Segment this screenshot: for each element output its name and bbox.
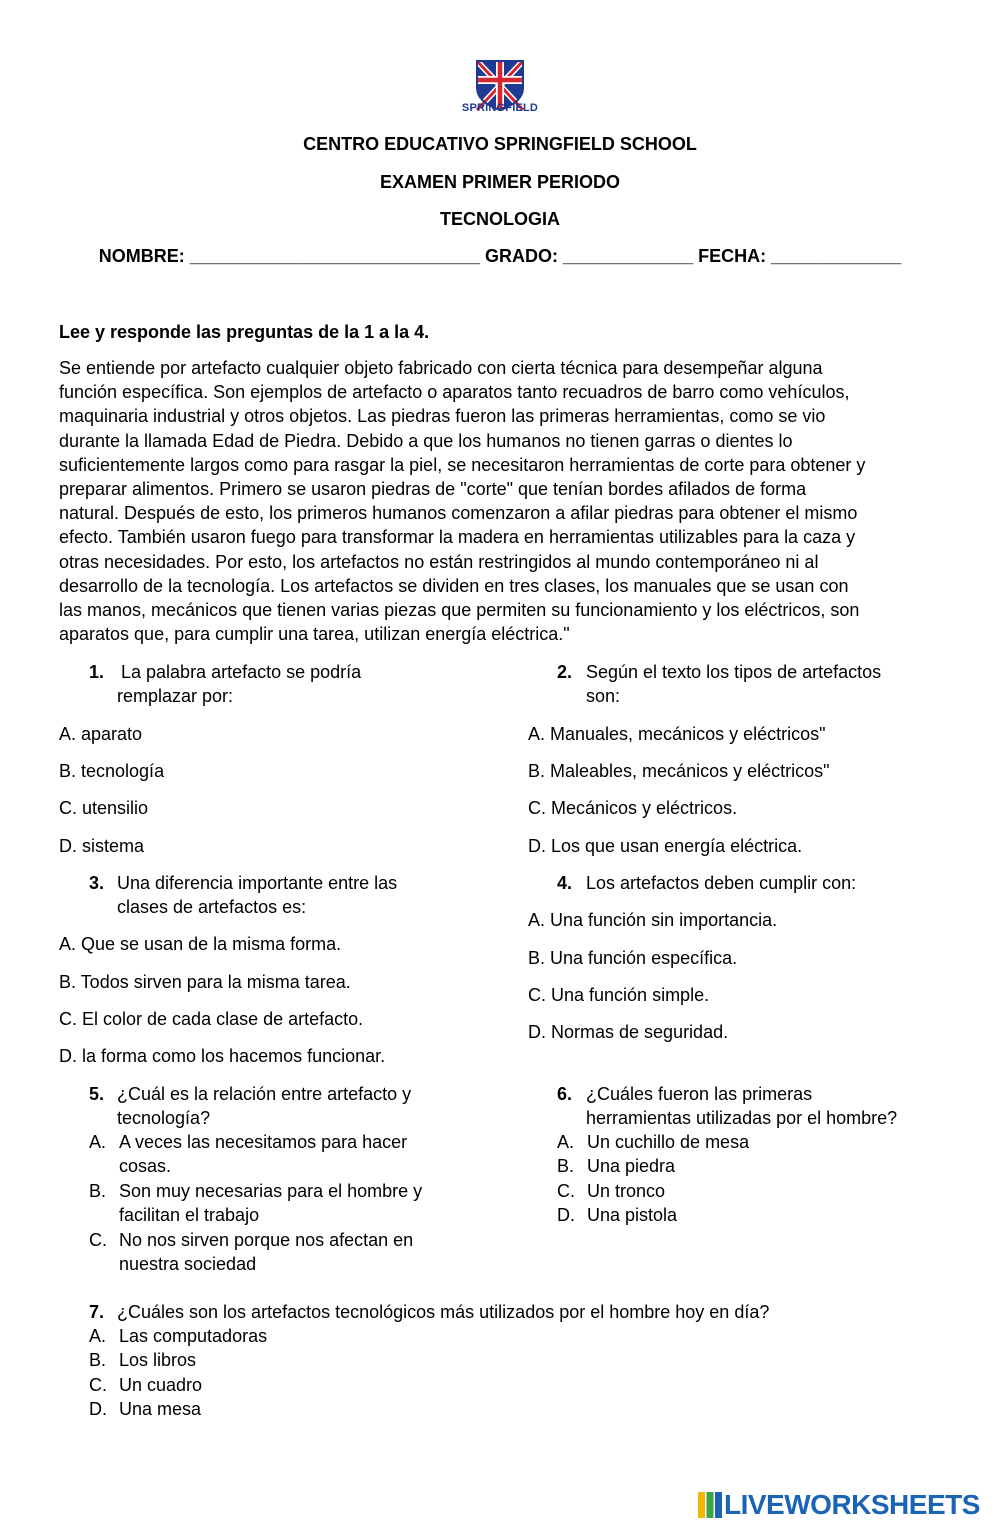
subject-title: TECNOLOGIA xyxy=(440,209,560,229)
reading-line: aparatos que, para cumplir una tarea, utilizan energía eléctrica." xyxy=(59,624,570,645)
q1-option-b[interactable]: B. tecnología xyxy=(59,761,165,781)
reading-line: suficientemente largos como para rasgar la piel, se necesitaron herramientas de corte para obtener y xyxy=(59,454,866,475)
q4-option-b[interactable]: B. Una función específica. xyxy=(528,948,738,968)
q1-option-d[interactable]: D. sistema xyxy=(59,836,145,856)
reading-line: desarrollo de la tecnología. Los artefactos se dividen en tres clases, los manuales que se usan con xyxy=(59,575,849,596)
option-letter: A. xyxy=(89,1132,107,1152)
q6-text-line2: herramientas utilizadas por el hombre? xyxy=(586,1108,898,1128)
option-text: Son muy necesarias para el hombre y xyxy=(119,1180,423,1201)
reading-line: función específica. Son ejemplos de artefacto o aparatos tanto recuadros de barro como vehículos, xyxy=(59,382,850,403)
option-letter: D. xyxy=(557,1205,575,1226)
liveworksheets-brand: LIVEWORKSHEETS xyxy=(724,1489,980,1520)
q2-option-c[interactable]: C. Mecánicos y eléctricos. xyxy=(528,798,738,818)
liveworksheets-logo-icon xyxy=(697,1491,723,1519)
q5-text-line1: ¿Cuál es la relación entre artefacto y xyxy=(117,1084,412,1104)
q5-option-a[interactable] xyxy=(89,1130,489,1154)
option-text: A veces las necesitamos para hacer xyxy=(119,1132,408,1152)
q6-number: 6. xyxy=(557,1084,573,1104)
q1-number: 1. xyxy=(89,662,105,682)
option-text: No nos sirven porque nos afectan en xyxy=(119,1229,414,1250)
option-text: cosas. xyxy=(119,1156,172,1177)
q2-option-a[interactable]: A. Manuales, mecánicos y eléctricos" xyxy=(528,724,826,744)
q2-option-d[interactable]: D. Los que usan energía eléctrica. xyxy=(528,836,803,856)
option-text: Los libros xyxy=(119,1350,197,1371)
exam-title: EXAMEN PRIMER PERIODO xyxy=(379,172,621,192)
q7-option-d[interactable] xyxy=(89,1397,489,1421)
reading-line: natural. Después de esto, los primeros humanos comenzaron a afilar piedras para obtener el mismo xyxy=(59,503,858,524)
reading-line: durante la llamada Edad de Piedra. Debido a que los humanos no tienen garras o dientes lo xyxy=(59,430,793,451)
reading-passage xyxy=(59,356,949,646)
reading-line: Se entiende por artefacto cualquier objeto fabricado con cierta técnica para desempeñar alguna xyxy=(59,358,823,378)
reading-line: efecto. También usaron fuego para transformar la madera en herramientas utilizables para la caza y xyxy=(59,527,856,548)
option-text: facilitan el trabajo xyxy=(119,1205,260,1226)
option-text: Un tronco xyxy=(587,1180,666,1201)
q7-number: 7. xyxy=(89,1302,105,1322)
option-letter: C. xyxy=(89,1229,107,1250)
q5-option-b-cont xyxy=(89,1203,489,1227)
school-name: CENTRO EDUCATIVO SPRINGFIELD SCHOOL xyxy=(303,134,697,154)
option-letter: C. xyxy=(89,1374,107,1395)
q6-options xyxy=(557,1130,957,1228)
reading-line: maquinaria industrial y otros objetos. Las piedras fueron las primeras herramientas, como se vio xyxy=(59,406,826,427)
q6-option-b[interactable] xyxy=(557,1154,957,1178)
option-letter: D. xyxy=(89,1399,107,1420)
q4-option-d[interactable]: D. Normas de seguridad. xyxy=(528,1022,729,1042)
option-text: Un cuchillo de mesa xyxy=(587,1132,750,1152)
option-letter: B. xyxy=(89,1180,107,1201)
option-text: Un cuadro xyxy=(119,1374,203,1395)
q5-option-b[interactable] xyxy=(89,1179,489,1203)
q2-text-line2: son: xyxy=(586,686,621,706)
q2-number: 2. xyxy=(557,662,573,682)
option-text: Una mesa xyxy=(119,1399,202,1420)
q3-option-a[interactable]: A. Que se usan de la misma forma. xyxy=(59,934,342,954)
instructions: Lee y responde las preguntas de la 1 a la 4. xyxy=(59,322,430,342)
q2-option-b[interactable]: B. Maleables, mecánicos y eléctricos" xyxy=(528,761,830,781)
q4-text: Los artefactos deben cumplir con: xyxy=(586,873,857,893)
q5-option-c[interactable] xyxy=(89,1228,489,1252)
option-text: Las computadoras xyxy=(119,1326,268,1346)
option-letter: B. xyxy=(89,1350,107,1371)
option-text: nuestra sociedad xyxy=(119,1253,257,1274)
q6-option-d[interactable] xyxy=(557,1203,957,1227)
q5-text-line2: tecnología? xyxy=(117,1108,211,1128)
option-letter: A. xyxy=(557,1132,575,1152)
q3-text-line1: Una diferencia importante entre las xyxy=(117,873,398,893)
option-letter: C. xyxy=(557,1180,575,1201)
q3-option-c[interactable]: C. El color de cada clase de artefacto. xyxy=(59,1009,364,1029)
student-info-line: NOMBRE: _____________________________ GRADO: _____________ FECHA: _____________ xyxy=(98,246,902,266)
q7-option-a[interactable] xyxy=(89,1324,489,1348)
q5-option-c-cont xyxy=(89,1252,489,1276)
q4-option-c[interactable]: C. Una función simple. xyxy=(528,985,710,1005)
q3-number: 3. xyxy=(89,873,105,893)
option-text: Una piedra xyxy=(587,1156,676,1177)
reading-line: las manos, mecánicos que tienen varias piezas que permiten su funcionamiento y los eléctricos, son xyxy=(59,600,860,621)
q1-text-line2: remplazar por: xyxy=(117,686,234,706)
option-text: Una pistola xyxy=(587,1205,678,1226)
option-letter: A. xyxy=(89,1326,107,1346)
q5-number: 5. xyxy=(89,1084,105,1104)
q3-option-d[interactable]: D. la forma como los hacemos funcionar. xyxy=(59,1046,386,1066)
q1-text-line1: La palabra artefacto se podría xyxy=(121,662,362,682)
q3-option-b[interactable]: B. Todos sirven para la misma tarea. xyxy=(59,972,351,992)
q7-option-b[interactable] xyxy=(89,1348,489,1372)
logo-text: SPRINGFIELD xyxy=(461,102,539,114)
q7-options xyxy=(89,1324,489,1422)
q1-option-a[interactable]: A. aparato xyxy=(59,724,143,744)
reading-line: otras necesidades. Por esto, los artefactos no están restringidos al mundo contemporáneo ni al xyxy=(59,551,819,572)
q2-text-line1: Según el texto los tipos de artefactos xyxy=(586,662,882,682)
reading-line: preparar alimentos. Primero se usaron piedras de "corte" que tenían bordes afilados de forma xyxy=(59,479,807,500)
q4-number: 4. xyxy=(557,873,573,893)
q6-option-c[interactable] xyxy=(557,1179,957,1203)
q6-text-line1: ¿Cuáles fueron las primeras xyxy=(586,1084,813,1104)
q1-option-c[interactable]: C. utensilio xyxy=(59,798,149,818)
q3-text-line2: clases de artefactos es: xyxy=(117,897,307,917)
q5-option-a-cont xyxy=(89,1154,489,1178)
q5-options xyxy=(89,1130,489,1276)
q7-option-c[interactable] xyxy=(89,1373,489,1397)
q4-option-a[interactable]: A. Una función sin importancia. xyxy=(528,910,778,930)
q7-text: ¿Cuáles son los artefactos tecnológicos más utilizados por el hombre hoy en día? xyxy=(117,1302,770,1322)
q6-option-a[interactable] xyxy=(557,1130,957,1154)
option-letter: B. xyxy=(557,1156,575,1177)
